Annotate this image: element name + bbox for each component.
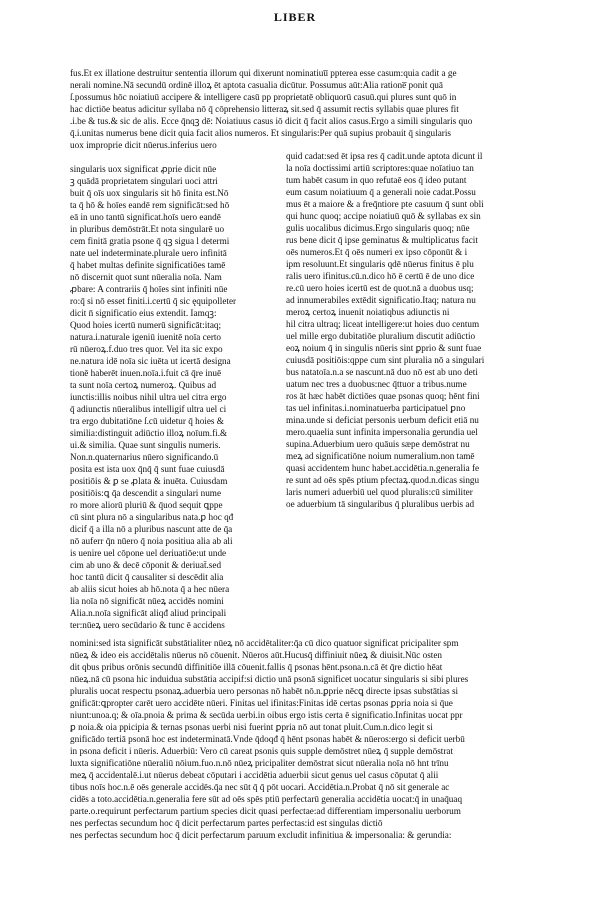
right-column-line: re.cū uero hoies icertū est de quot.nā a duobus usq; [286, 283, 474, 293]
right-column-line: meroꝝ certoꝝ inuenit noiatiqbus adiunctis ni [286, 307, 450, 317]
right-column-line: ros āt hæc habēt dictiōes quae psonas quoq; hēnt fini [286, 391, 480, 401]
text-line: nūeꝝ & ideo eis accidētalis nūerus nō cōuenit. Nūeros aūt.Hucusq̄ diffiniuit nūeꝝ & diuisit.Nūc osten [70, 650, 443, 660]
left-column-line: nō discernit quot sunt nūeralia noīa. Nam [70, 272, 222, 282]
right-column-line: uatum nec tres a duobus:nec q̄ttuor a tribus.nume [286, 379, 467, 389]
text-line: fus.Et ex illatione destruitur sententia illorum qui dixerunt nominatiuu̅ ppterea esse casum:quia cadit a ge [70, 68, 457, 78]
left-column-line: nate uel indeterminate.plurale uero infinitā [70, 248, 227, 258]
text-line: meꝝ q̄ accidentalē.i.ut nūerus debeat cōputari i accidētia aduerbii sicut genus uel casus cōputat q̄ alii [70, 770, 439, 780]
left-column-line: q̄ adiunctis nūeralibus intelligif ultra uel ci [70, 404, 227, 414]
text-line: nes perfectas secundum hoc q̄ dicit perfectarum partes perfectas:id est singulas dictiō [70, 818, 383, 828]
text-line: uox improprie dicit nūerus.inferius uero [70, 140, 217, 150]
text-line: nes perfectas secundum hoc q̄ dicit perfectarum paruum excludit infinitiua & impersonalia: & gerundia: [70, 830, 452, 840]
text-line: pluralis uocat respectu psonaꝝ.aduerbia uero personas nō habēt nō.n.ꝑprie nēcꝗ directe ipsas substātias si [70, 686, 459, 696]
text-line: dit qbus pribus orōnis secundū diffinitiōe illā cōuenit.fallis q̄ psonas hēnt.psona.n.cā ēt q̄re dictio hēat [70, 662, 443, 672]
right-column-line: ralis uero ifinitus.cū.n.dico hō ē certū ē de uno dice [286, 271, 475, 281]
left-column-line: cū sint plura nō a singularibus nata.ꝑ hoc qđ [70, 512, 234, 522]
left-column-line: natura.i.naturale igeniū iuenitē noīa certo [70, 332, 222, 342]
right-column-line: eum casum noiatiuum q̄ a generali noie cadat.Possu [286, 187, 476, 197]
left-column-line: ꝓbare: A contrariis q̄ hoīes sint infiniti nūe [70, 284, 228, 294]
right-column-line: hil citra ultraq; liceat intelligere:ut hoies duo centum [286, 319, 480, 329]
right-column-line: mina.unde si deficiat personis uerbum deficit etiā nu [286, 415, 479, 425]
left-column-line: similia:distinguit adiūctio illoꝝ noīum.fi.& [70, 428, 228, 438]
left-column-line: ne.natura idē noīa sic iuēta ut icertā designa [70, 356, 231, 366]
left-column-line: ta sunt noīa certoꝝ numeroꝝ. Quibus ad [70, 380, 217, 390]
left-column-line: ter:nūeꝝ uero secūdario & tunc ē accidens [70, 620, 225, 630]
text-line: hac dictiōe beatus adicitur syllaba nō q̄ cōprehensio litteraꝝ sit.sed q̄ assumit rectis syllabis quae plures fit [70, 104, 459, 114]
right-column-line: mero.quaelia sunt infinita impersonalia gerundia uel [286, 427, 478, 437]
text-line: niunt:unoa.q; & oīa.pnoia & prima & secūda uerbi.in oibus ergo istis certa ē significatio.Infinitas uocat ppr [70, 710, 463, 720]
left-column-line: ro more aliorū pluriū & q̄uod sequit ꝗppe [70, 500, 223, 510]
left-column-line: hoc tantū dicit q̄ causaliter si descēdit alia [70, 572, 224, 582]
text-line: luxta significatiōne nūeraliū nōium.fuo.n.nō nūeꝝ pricipaliter demōstrat sicut nūeralia noīa nō hnt trīnu [70, 758, 449, 768]
right-column-line: ad innumerabiles extēdit significatio.Itaq; natura nu [286, 295, 476, 305]
right-column-line: oēs numeros.Et q̄ oēs numeri ex ipso cōponūt & i [286, 247, 468, 257]
text-line: in psona deficit i nūeris. Aduerbiū: Vero cū careat psonis quis supple demōstret nūeꝝ q̄ supple demōstrat [70, 746, 454, 756]
right-column-line: la noīa doctissimi artiū scriptores:quae noīatiuo tan [286, 163, 474, 173]
left-column-line: Alia.n.noīa significāt aliqđ aliud principali [70, 608, 227, 618]
left-column-line: in pluribus demōstrāt.Et nota singularē uo [70, 224, 225, 234]
right-column-line: bus natatoīa.n.a se nascunt.nā duo nō est ab uno deti [286, 367, 478, 377]
text-line: nomini:sed ista significāt substātialiter nūeꝝ nō accidētaliter:q̄a cū dico quatuor significat pricipaliter spm [70, 638, 459, 648]
right-column-line: supina.Aduerbium uero quāuis sæpe demōstrat nu [286, 439, 470, 449]
left-column-line: dicif q̄ a illa nō a pluribus nascunt atte de q̄a [70, 524, 233, 534]
left-column-line: ui.& similia. Quae sunt singulis numeris. [70, 440, 221, 450]
left-column-line: positiōis & ꝑ se ꝓlata & inuēta. Cuiusdam [70, 476, 228, 486]
right-column-line: meꝝ ad significatiōne noium numeralium.non tamē [286, 451, 475, 461]
text-line: .i.be & tus.& sic de alis. Ecce q̄nqꝫ dē: Noiatiuus casus iō dicit q̄ facit alios casus.Ergo a simili singularis quo [70, 116, 473, 126]
left-column-line: iunctis:illis noibus nihil ultra uel citra ergo [70, 392, 227, 402]
left-column-line: nō auferr q̄n nūero q̄ noia positiua alia ab ali [70, 536, 233, 546]
right-column-line: ipm resoluunt.Et singularis qdē nūerus finitus ē plu [286, 259, 474, 269]
left-column-line: rū nūeroꝝ.f.duo tres quor. Vel ita sic expo [70, 344, 223, 354]
right-column-line: uel mille ergo dubitatiōe pluralium discutit adiūctio [286, 331, 476, 341]
left-column-line: is uenire uel cōpone uel deriuatiōe:ut unde [70, 548, 227, 558]
right-column-line: quid cadat:sed ēt ipsa res q̄ cadit.unde aptota dicunt il [286, 151, 483, 161]
text-line: gnificādo tertiā psonā hoc est indeterminatā.Vnde q̄doqđ q̄ hēnt psonas habēt & nūeros:ergo si deficit uerbū [70, 734, 465, 744]
text-line: nerali nomine.Nā secundū ordinē illoꝝ ēt aptota casualia dicūtur. Possumus aūt:Alia ratione̅ ponit quā [70, 80, 443, 90]
left-column-line: posita est ista uox q̄nq̄ q̄ sunt fuae cuiusdā [70, 464, 225, 474]
left-column-line: ro:q̄ si nō esset finiti.i.certū q̄ sic ęquipolleter [70, 296, 237, 306]
left-column-line: cem finitā gratia psone q̄ qꝫ sigua l determi [70, 236, 230, 246]
text-line: nūeꝝ.nā cū psona hic induidua substātia accipif:si dictio unā psonā significet uocatur singularis si sibi plures [70, 674, 469, 684]
right-column-line: qui hunc quoq; accipe noiatiuū quō & syllabas ex sin [286, 211, 481, 221]
left-column-line: q̄ habet multas definite significatiōes tamē [70, 260, 226, 270]
text-line: gnificāt:ꝗpropter carēt uero accidēte nūeri. Finitas uel ifinitas:Finitas idē certas psonas ꝑpria noia si q̄ue [70, 698, 453, 708]
right-column-line: cuiusdā positiōis:qppe cum sint pluralia nō a singulari [286, 355, 485, 365]
right-column-line: mus ēt a maiore & a freq̄ntiore pte casuum q̄ sunt obli [286, 199, 484, 209]
left-column-line: singularis uox significat ꝓprie dicit nūe [70, 164, 217, 174]
right-column-line: laris numeri aduerbiū uel quod pluralis:cū similiter [286, 487, 473, 497]
right-column-line: tum habēt casum in quo refutaē eos q̄ ideo putant [286, 175, 467, 185]
left-column-line: tra ergo dubitatiōne ſ.cū uidetur q̄ hoies & [70, 416, 224, 426]
left-column-line: lia noīa nō significāt nūeꝝ accidēs nomini [70, 596, 224, 606]
right-column-line: rus bene dicit q̄ ipse geminatus & multiplicatus facit [286, 235, 478, 245]
left-column-line: Quod hoies icertū numerū significāt:itaq; [70, 320, 222, 330]
right-column-line: eoꝝ noium q̄ in singulis nūeris sint ꝑprio & sunt fuae [286, 343, 482, 353]
left-column-line: eā in uno tantū significat.hoīs uero eandē [70, 212, 221, 222]
left-column-line: Non.n.quaternarius nūero significando.ū [70, 452, 219, 462]
text-line: ꝑ noia.& oia ppicipia & ternas psonas uerbi nisi fuerint ꝑpria nō aut tonat pluit.Cum.n.dico legit si [70, 722, 433, 732]
left-column-line: buit q̄ oīs uox singularis sit hō finita est.Nō [70, 188, 229, 198]
left-column-line: ꝫ quādā proprietatem singulari uoci attri [70, 176, 218, 186]
right-column-line: tas uel infinitas.i.nominatuerba participatuel ꝑno [286, 403, 466, 413]
text-line: parte.o.requirunt perfectarum partium species dicit quasi perfectae:ad differentiam impersonaliu uerborum [70, 806, 461, 816]
text-line: ſ.possumus hōc noiatiuū accipere & intelligere casū pp proprietatē obliquorū casuū.qui plures sunt quō in [70, 92, 457, 102]
text-line: tibus noīs hoc.n.ē oēs generale accidēs.q̄a nec sūt q̄ q̄ pōt uocari. Accidētia.n.Probat q̄ nō sit generale ac [70, 782, 450, 792]
running-header: LIBER [273, 10, 317, 24]
right-column-line: oe aduerbium tā singularibus q̄ pluralibus uerbis ad [286, 499, 475, 509]
left-column-line: tionē haberēt inuen.noīa.i.fuit cā q̄re inuē [70, 368, 222, 378]
right-column-line: gulis uocalibus dicimus.Ergo singularis quoq; nūe [286, 223, 470, 233]
left-column-line: ta q̄ hō & hoīes eandē rem significāt:sed hō [70, 200, 230, 210]
text-line: q̄.i.unitas numerus bene dicit quia facit alios numeros. Et singularis:Per quā supius probauit q̄ singularis [70, 128, 451, 138]
left-column-line: cim ab uno & decē cōponit & deriuat̄.sed [70, 560, 222, 570]
text-line: cidēs a toto.accidētia.n.generalia fere sūt ad oēs spēs ptiū perfectarū generalia accidētia uocat:q̄ in unaq̄uaq [70, 794, 463, 804]
left-column-line: positiōis:ꝗ q̄a descendit a singulari nume [70, 488, 222, 498]
left-column-line: dicit n̄ significatio eius extendit. Iamqꝫ: [70, 308, 217, 318]
left-column-line: ab aliis sicut hoies ab hō.nota q̄ a hec nūera [70, 584, 230, 594]
right-column-line: quasi accidentem hunc habet.accidētia.n.generalia fe [286, 463, 480, 473]
right-column-line: re sunt ad oēs spēs ptium pfectaꝝ.quod.n.dicas singu [286, 475, 480, 485]
